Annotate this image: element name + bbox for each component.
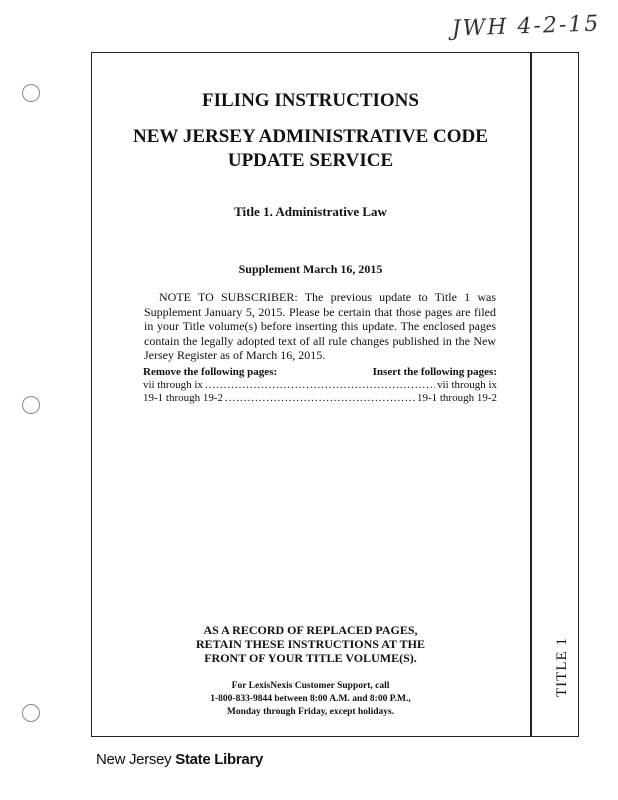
dot-leader <box>205 379 435 392</box>
record-notice <box>91 623 530 665</box>
page-heading: FILING INSTRUCTIONS <box>202 90 419 111</box>
subheading-line-2: UPDATE SERVICE <box>227 150 394 171</box>
page-table-header <box>143 366 497 378</box>
support-line-2: 1-800-833-9844 between 8:00 A.M. and 8:00 P.M., <box>210 694 411 704</box>
punch-hole-top <box>22 84 40 102</box>
insert-header: Insert the following pages: <box>372 366 497 378</box>
page-subheading <box>91 125 530 173</box>
handwritten-note: JWH 4-2-15 <box>451 11 601 42</box>
dot-leader <box>225 392 415 405</box>
record-line-2: RETAIN THESE INSTRUCTIONS AT THE <box>196 637 425 651</box>
table-row <box>143 392 497 405</box>
remove-pages: 19-1 through 19-2 <box>143 392 224 404</box>
table-row <box>143 379 497 392</box>
insert-pages: vii through ix <box>437 379 497 391</box>
subheading-line-1: NEW JERSEY ADMINISTRATIVE CODE <box>133 126 488 147</box>
title-tab <box>530 52 579 737</box>
punch-hole-middle <box>22 396 40 414</box>
customer-support <box>91 680 530 719</box>
subscriber-note: NOTE TO SUBSCRIBER: The previous update to Title 1 was Supplement January 5, 2015. Please be certain that those pages are filed in your Title volume(s) before inserting this update. The enclosed pages contain the legally adopted text of all rule changes published in the New Jersey Register as of March 16, 2015. <box>144 290 496 362</box>
title-tab-label: TITLE 1 <box>554 637 570 697</box>
instructions-content <box>91 52 530 737</box>
remove-header: Remove the following pages: <box>143 366 278 378</box>
title-name: Title 1. Administrative Law <box>234 204 387 219</box>
library-stamp-part2: State Library <box>175 751 264 768</box>
remove-pages: vii through ix <box>143 379 203 391</box>
library-stamp-part1: New Jersey <box>96 751 176 768</box>
record-line-3: FRONT OF YOUR TITLE VOLUME(S). <box>204 651 417 665</box>
support-line-3: Monday through Friday, except holidays. <box>226 707 395 717</box>
library-stamp <box>96 751 263 768</box>
supplement-date: Supplement March 16, 2015 <box>238 262 383 276</box>
page-replacement-table <box>143 366 497 405</box>
support-line-1: For LexisNexis Customer Support, call <box>231 681 390 691</box>
record-line-1: AS A RECORD OF REPLACED PAGES, <box>203 623 418 637</box>
insert-pages: 19-1 through 19-2 <box>416 392 497 404</box>
punch-hole-bottom <box>22 704 40 722</box>
